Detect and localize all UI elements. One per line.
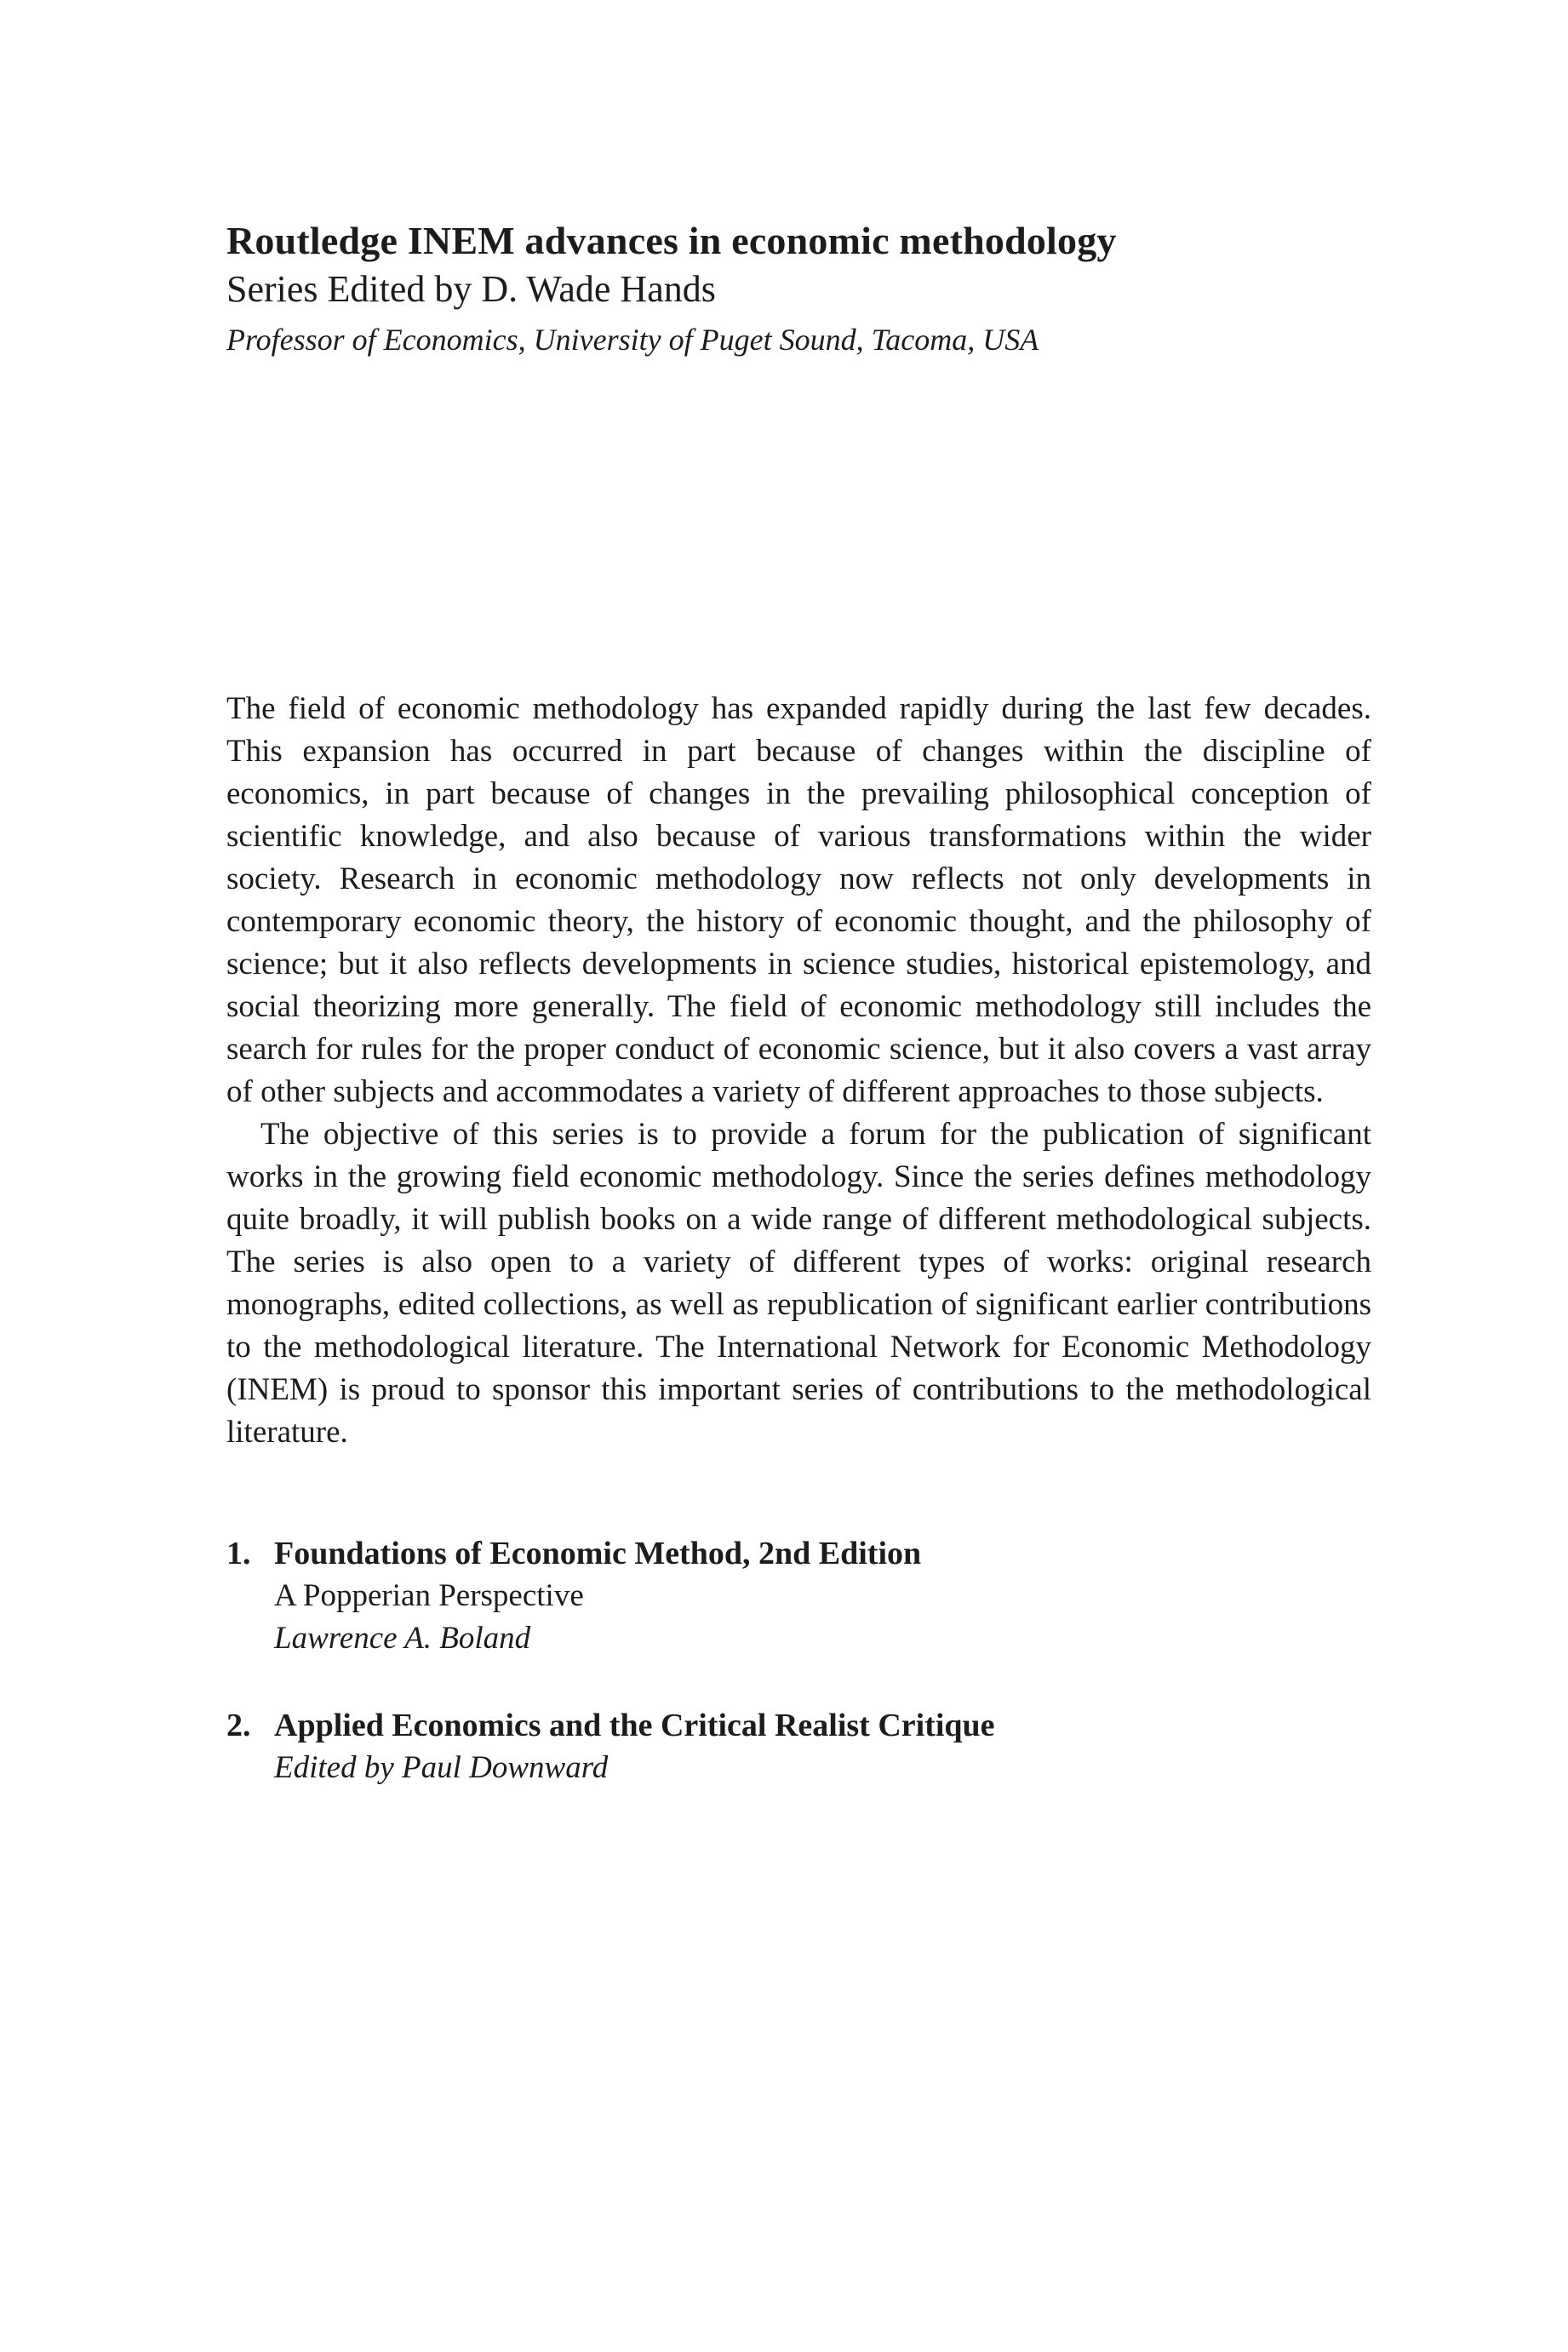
editor-affiliation: Professor of Economics, University of Puget Sound, Tacoma, USA bbox=[226, 323, 1039, 357]
list-item bbox=[226, 1704, 1371, 1789]
book-title: Applied Economics and the Critical Realist Critique bbox=[274, 1708, 995, 1743]
series-title: Routledge INEM advances in economic methodology bbox=[226, 219, 1117, 262]
book-number: 1. bbox=[226, 1536, 251, 1571]
series-description bbox=[226, 688, 1371, 1454]
list-item bbox=[226, 1532, 1371, 1660]
description-paragraph: The objective of this series is to provide a forum for the publication of significant works in the growing field economic methodology. Since the series defines methodology quite broadly, it will publish books on a wide range of different methodological subjects. The series is also open to a variety of different types of works: original research monographs, edited collections, as well as republication of significant earlier contributions to the methodological literature. The International Network for Economic Methodology (INEM) is proud to sponsor this important series of contributions to the methodological literature. bbox=[226, 1117, 1371, 1450]
book-number: 2. bbox=[226, 1708, 251, 1743]
book-list bbox=[226, 1532, 1371, 1834]
series-header bbox=[226, 217, 1371, 362]
book-subtitle: A Popperian Perspective bbox=[274, 1578, 584, 1613]
book-author: Edited by Paul Downward bbox=[274, 1750, 609, 1785]
book-title: Foundations of Economic Method, 2nd Edition bbox=[274, 1536, 922, 1571]
description-paragraph: The field of economic methodology has expanded rapidly during the last few decades. This expansion has occurred in part because of changes within the discipline of economics, in part because of changes in the prevailing philosophical conception of scientific knowledge, and also because of various transformations within the wider society. Research in economic methodology now reflects not only developments in contemporary economic theory, the history of economic thought, and the philosophy of science; but it also reflects developments in science studies, historical epistemology, and social theorizing more generally. The field of economic methodology still includes the search for rules for the proper conduct of economic science, but it also covers a vast array of other subjects and accommodates a variety of different approaches to those subjects. bbox=[226, 691, 1371, 1109]
series-editor: Series Edited by D. Wade Hands bbox=[226, 268, 716, 310]
book-author: Lawrence A. Boland bbox=[274, 1621, 531, 1656]
